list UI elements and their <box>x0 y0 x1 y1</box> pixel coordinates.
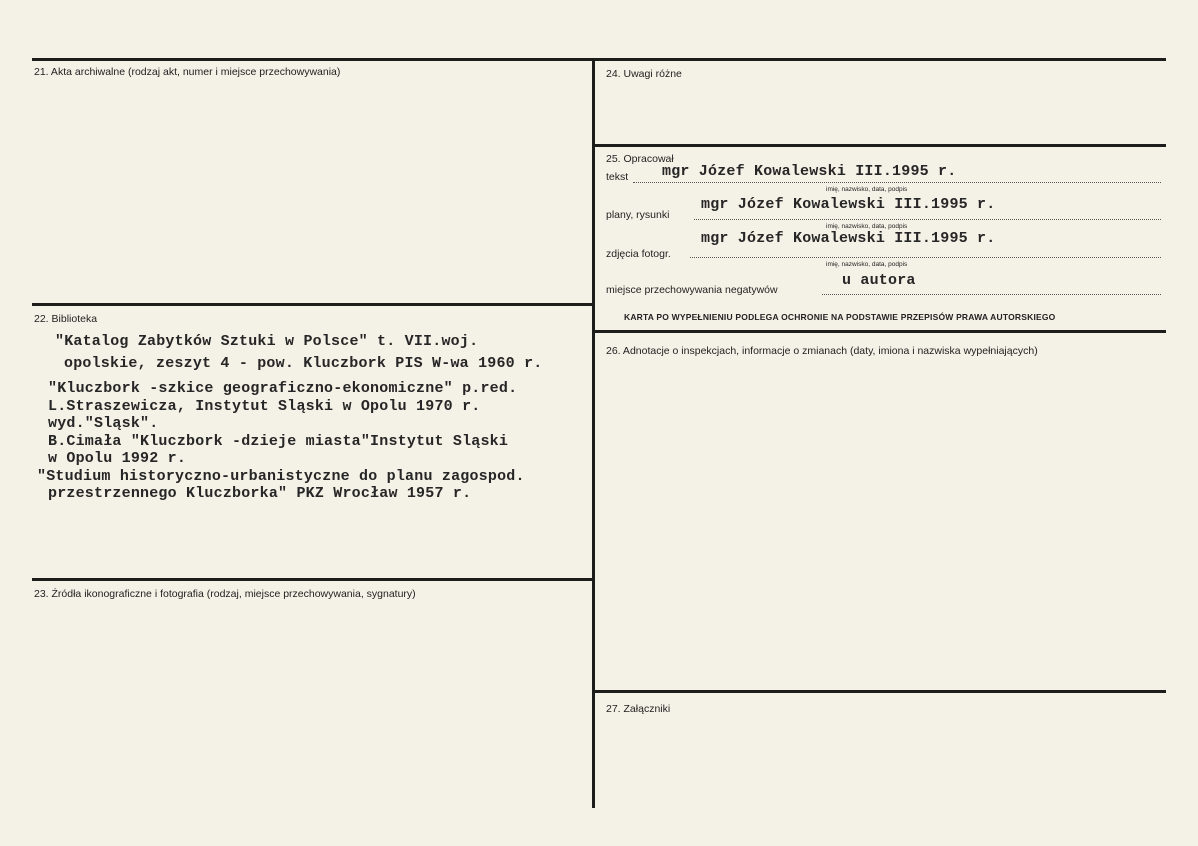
negatywy-value: u autora <box>842 272 916 289</box>
zdjecia-dotted-line <box>690 257 1161 258</box>
bibliography-line: "Katalog Zabytków Sztuki w Polsce" t. VII.woj. <box>55 333 479 350</box>
tekst-value: mgr Józef Kowalewski III.1995 r. <box>662 163 957 180</box>
section-25-label: 25. Opracował <box>606 153 674 165</box>
left-rule-22-23 <box>32 578 594 581</box>
bibliography-line: wyd."Sląsk". <box>48 415 159 432</box>
section-24-label: 24. Uwagi różne <box>606 68 682 80</box>
negatywy-dotted-line <box>822 294 1161 295</box>
bibliography-line: "Studium historyczno-urbanistyczne do planu zagospod. <box>37 468 525 485</box>
bibliography-line: przestrzennego Kluczborka" PKZ Wrocław 1957 r. <box>48 485 472 502</box>
tekst-caption: imię, nazwisko, data, podpis <box>826 186 908 193</box>
bibliography-line: w Opolu 1992 r. <box>48 450 187 467</box>
bibliography-line: B.Cimała "Kluczbork -dzieje miasta"Instytut Sląski <box>48 433 509 450</box>
right-rule-24-25 <box>594 144 1166 147</box>
center-divider <box>592 58 595 808</box>
bibliography-line: L.Straszewicza, Instytut Sląski w Opolu 1970 r. <box>48 398 481 415</box>
bibliography-line: opolskie, zeszyt 4 - pow. Kluczbork PIS W-wa 1960 r. <box>64 355 543 372</box>
section-26-label: 26. Adnotacje o inspekcjach, informacje o zmianach (daty, imiona i nazwiska wypełniających) <box>606 345 1038 357</box>
tekst-dotted-line <box>633 182 1161 183</box>
section-22-label: 22. Biblioteka <box>34 313 98 325</box>
tekst-label: tekst <box>606 171 629 183</box>
zdjecia-value: mgr Józef Kowalewski III.1995 r. <box>701 230 996 247</box>
top-rule <box>32 58 1166 61</box>
plany-label: plany, rysunki <box>606 209 670 221</box>
left-rule-21-22 <box>32 303 594 306</box>
bibliography-line: "Kluczbork -szkice geograficzno-ekonomiczne" p.red. <box>48 380 518 397</box>
plany-caption: imię, nazwisko, data, podpis <box>826 223 908 230</box>
plany-value: mgr Józef Kowalewski III.1995 r. <box>701 196 996 213</box>
section-21-label: 21. Akta archiwalne (rodzaj akt, numer i miejsce przechowywania) <box>34 66 341 78</box>
negatywy-label: miejsce przechowywania negatywów <box>606 284 778 296</box>
section-23-label: 23. Źródła ikonograficzne i fotografia (rodzaj, miejsce przechowywania, sygnatury) <box>34 588 416 600</box>
zdjecia-caption: imię, nazwisko, data, podpis <box>826 261 908 268</box>
section-27-label: 27. Załączniki <box>606 703 671 715</box>
right-rule-25-26 <box>594 330 1166 333</box>
plany-dotted-line <box>694 219 1161 220</box>
zdjecia-label: zdjęcia fotogr. <box>606 248 671 260</box>
copyright-notice: KARTA PO WYPEŁNIENIU PODLEGA OCHRONIE NA PODSTAWIE PRZEPISÓW PRAWA AUTORSKIEGO <box>624 312 1056 322</box>
right-rule-26-27 <box>594 690 1166 693</box>
